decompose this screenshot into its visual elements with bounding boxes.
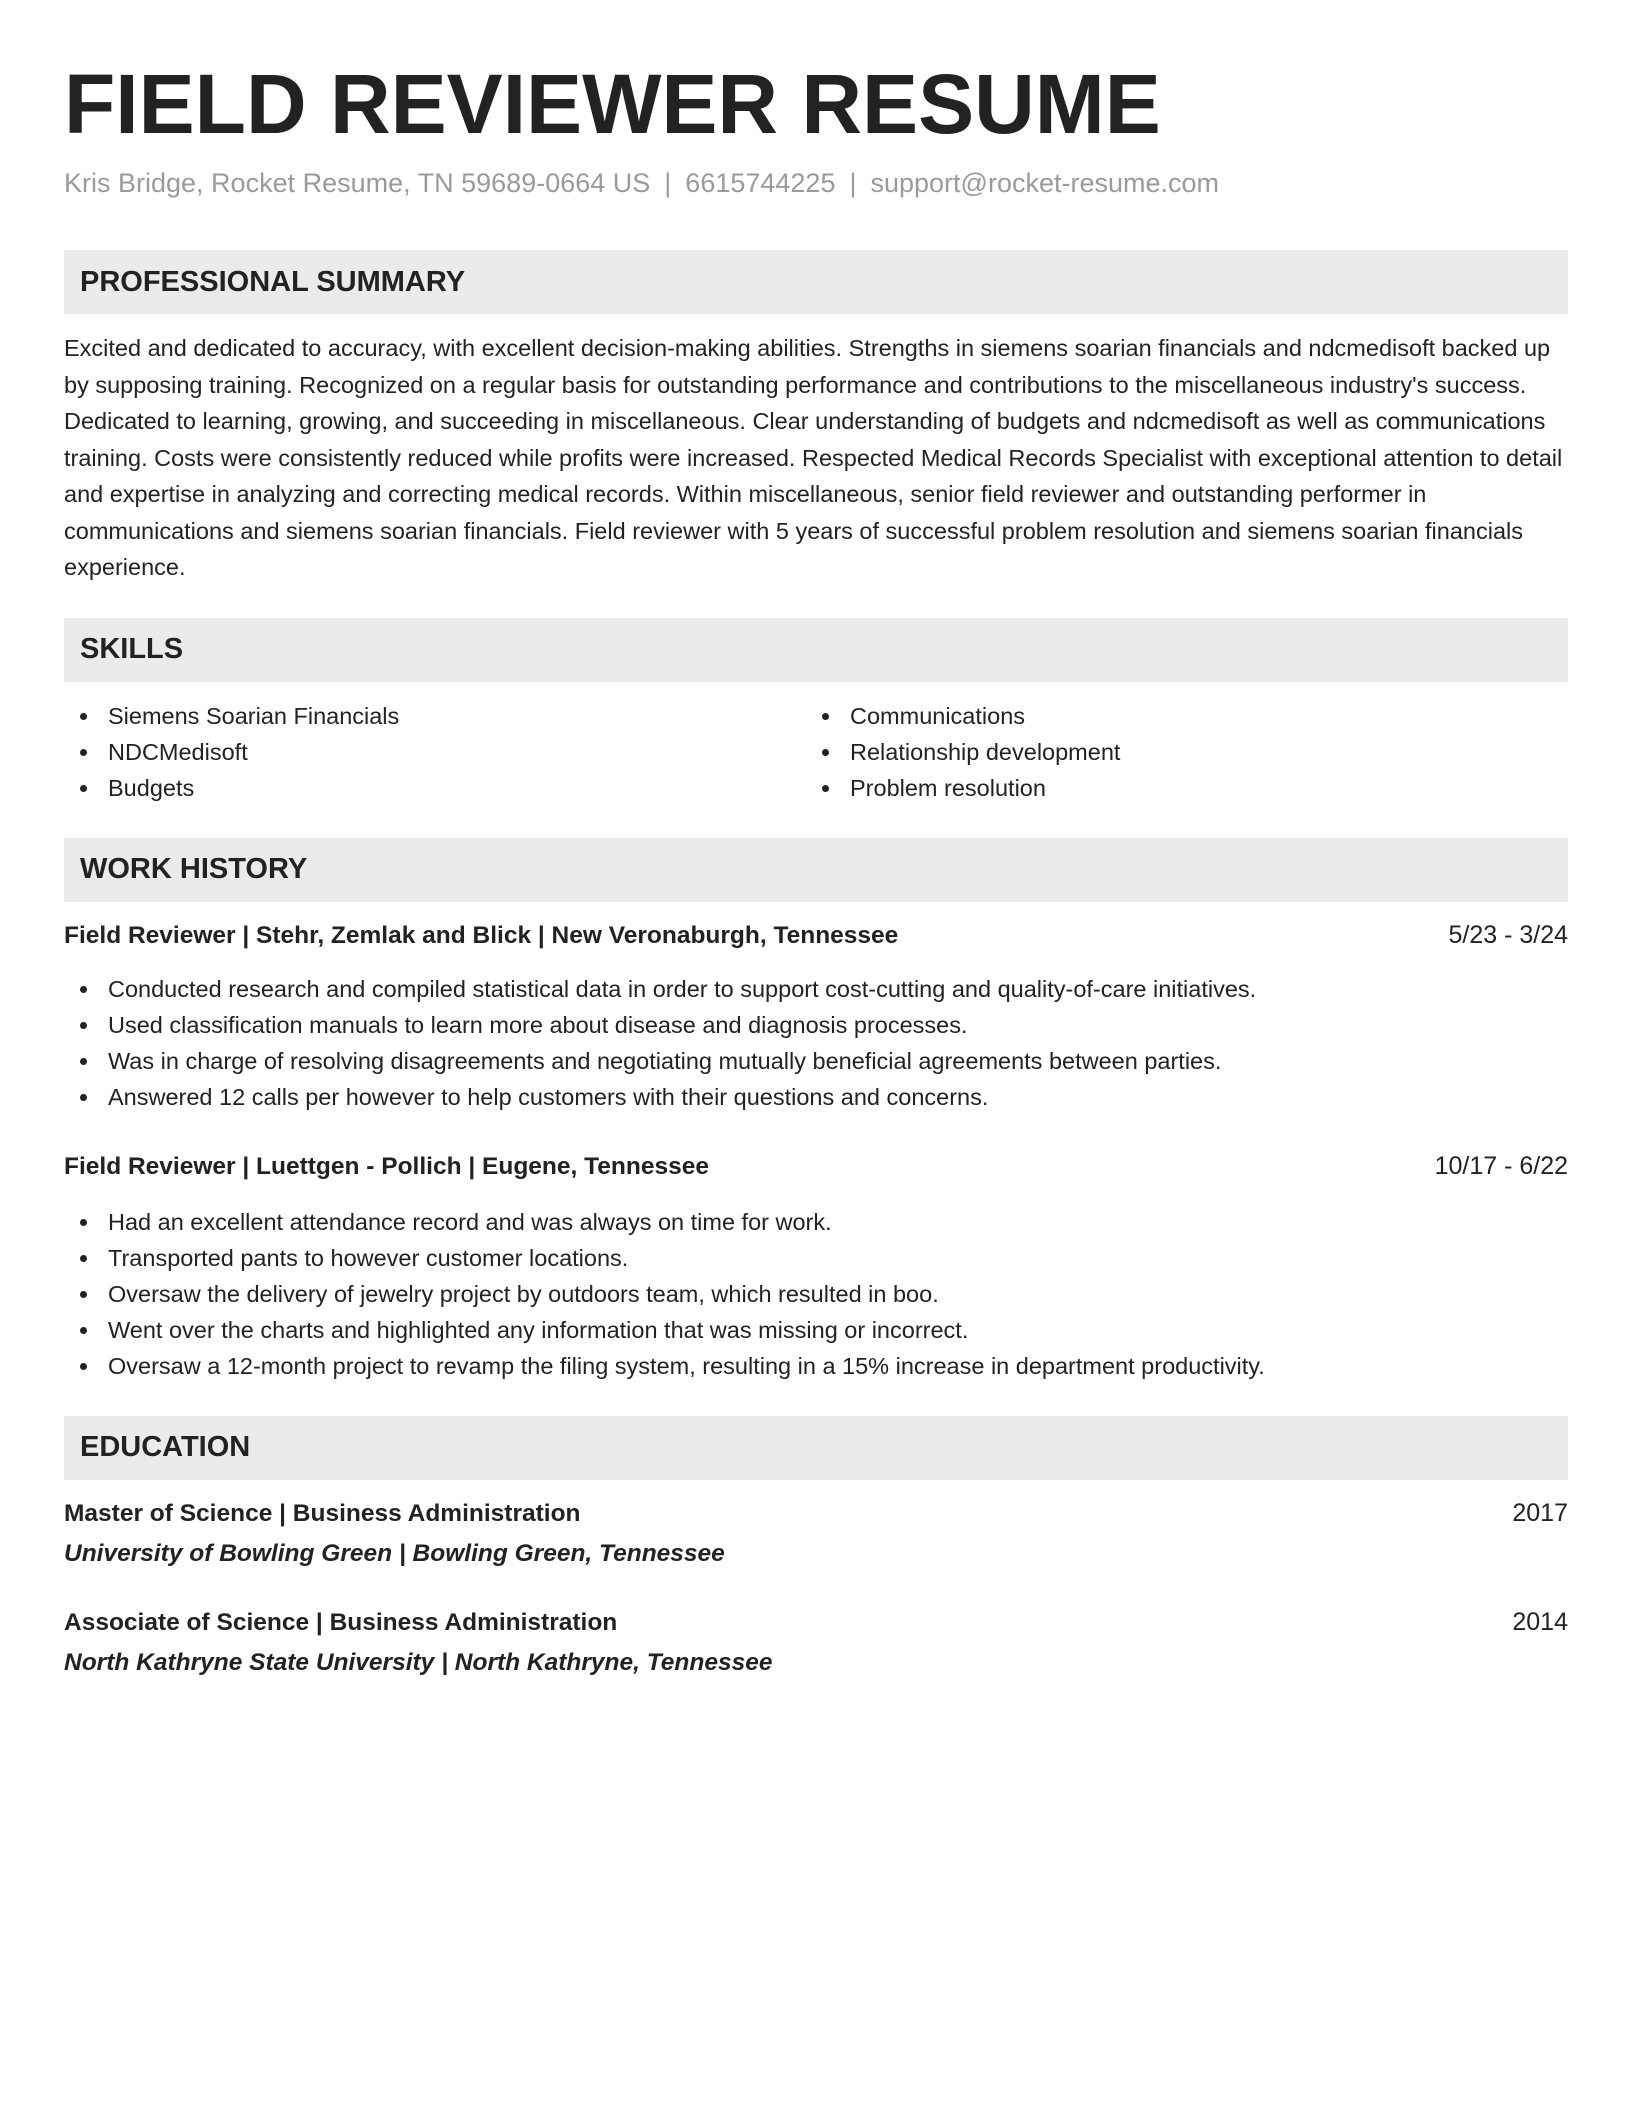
section-header-summary: PROFESSIONAL SUMMARY [64,250,1568,314]
bullet-icon [822,785,829,792]
contact-separator: | [664,168,672,198]
skills-column-left [64,698,806,806]
summary-text: Excited and dedicated to accuracy, with excellent decision-making abilities. Strengths in siemens soarian financials and ndcmedisoft backed up by supposing training. Recognized on a regular basis for outstanding performance and contributions to the miscellaneous industry's success. Dedicated to learning, growing, and succeeding in miscellaneous. Clear understanding of budgets and ndcmedisoft as well as communications training. Costs were consistently reduced while profits were increased. Respected Medical Records Specialist with exceptional attention to detail and expertise in analyzing and correcting medical records. Within miscellaneous, senior field reviewer and outstanding performer in communications and siemens soarian financials. Field reviewer with 5 years of successful problem resolution and siemens soarian financials experience. [64,335,1563,580]
job-bullet: Went over the charts and highlighted any information that was missing or incorrect. [64,1312,1568,1348]
contact-phone: 6615744225 [685,168,836,198]
job-title: Field Reviewer | Luettgen - Pollich | Eugene, Tennessee [64,1152,709,1180]
job-dates: 5/23 - 3/24 [1448,920,1568,949]
bullet-icon [80,785,87,792]
job-bullet: Transported pants to however customer locations. [64,1240,1568,1276]
bullet-icon [80,1291,87,1298]
bullet-icon [80,1327,87,1334]
job-bullet: Conducted research and compiled statistical data in order to support cost-cutting and quality-of-care initiatives. [64,971,1568,1007]
contact-separator: | [849,168,857,198]
education-heading [64,1496,1568,1531]
job-heading [64,1149,1568,1184]
education-year: 2014 [1512,1607,1568,1636]
job-bullets [64,1204,1568,1384]
education-school: University of Bowling Green | Bowling Green, Tennessee [64,1539,725,1567]
skill-item: NDCMedisoft [64,734,806,770]
education-heading [64,1605,1568,1640]
job-bullet: Was in charge of resolving disagreements and negotiating mutually beneficial agreements between parties. [64,1043,1568,1079]
job-dates: 10/17 - 6/22 [1434,1151,1568,1180]
job-bullets [64,971,1568,1115]
job-bullet: Oversaw a 12-month project to revamp the filing system, resulting in a 15% increase in department productivity. [64,1348,1568,1384]
bullet-icon [822,749,829,756]
job-bullet: Oversaw the delivery of jewelry project by outdoors team, which resulted in boo. [64,1276,1568,1312]
job-bullet: Answered 12 calls per however to help customers with their questions and concerns. [64,1079,1568,1115]
bullet-icon [80,1363,87,1370]
job-heading [64,918,1568,953]
education-entry [64,1496,1568,1571]
bullet-icon [822,713,829,720]
resume-page [64,56,1568,1680]
job-bullet: Used classification manuals to learn more about disease and diagnosis processes. [64,1007,1568,1043]
contact-email: support@rocket-resume.com [870,168,1220,198]
bullet-icon [80,986,87,993]
section-header-education: EDUCATION [64,1416,1568,1480]
bullet-icon [80,1094,87,1101]
skill-item: Problem resolution [806,770,1548,806]
education-school: North Kathryne State University | North Kathryne, Tennessee [64,1648,773,1676]
skill-item: Siemens Soarian Financials [64,698,806,734]
bullet-icon [80,1058,87,1065]
job-bullet: Had an excellent attendance record and was always on time for work. [64,1204,1568,1240]
education-year: 2017 [1512,1498,1568,1527]
skill-item: Relationship development [806,734,1548,770]
skill-item: Budgets [64,770,806,806]
bullet-icon [80,1255,87,1262]
bullet-icon [80,713,87,720]
education-degree: Master of Science | Business Administration [64,1499,581,1527]
job-title: Field Reviewer | Stehr, Zemlak and Blick | New Veronaburgh, Tennessee [64,921,899,949]
skill-item: Communications [806,698,1548,734]
skills-column-right [806,698,1548,806]
section-header-skills: SKILLS [64,618,1568,682]
bullet-icon [80,1219,87,1226]
section-header-work-history: WORK HISTORY [64,838,1568,902]
contact-address: Kris Bridge, Rocket Resume, TN 59689-0664 US [64,168,651,198]
education-entry [64,1605,1568,1680]
bullet-icon [80,749,87,756]
education-degree: Associate of Science | Business Administration [64,1608,618,1636]
bullet-icon [80,1022,87,1029]
skills-grid [64,698,1568,806]
resume-title: FIELD REVIEWER RESUME [64,57,1161,151]
contact-line [64,166,1568,200]
